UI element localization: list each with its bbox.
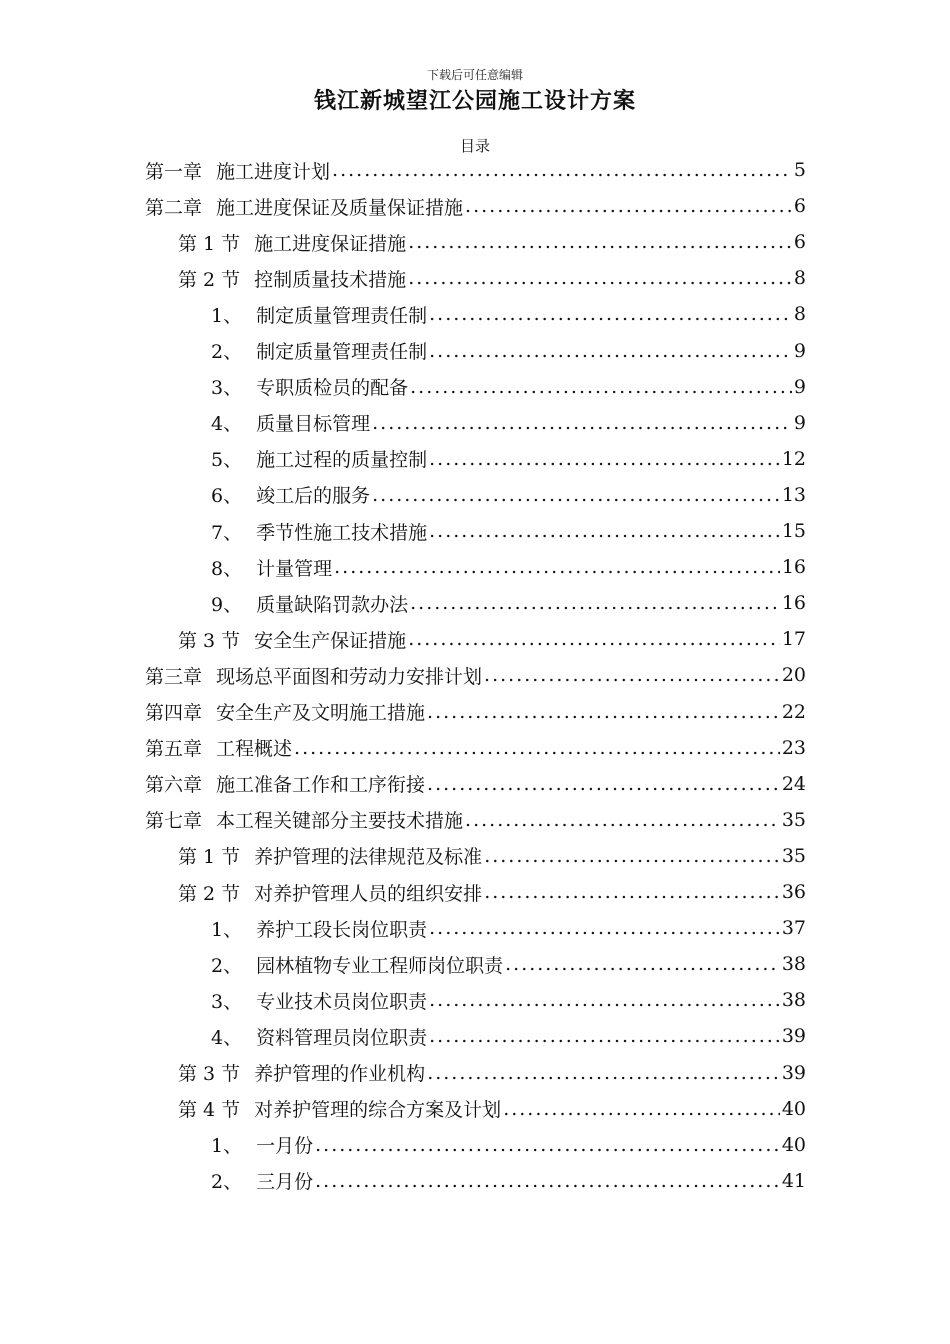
toc-dot-leader — [465, 809, 780, 831]
toc-entry-number: 第七章 — [145, 810, 203, 833]
toc-dot-leader — [429, 520, 780, 542]
toc-page-number: 5 — [793, 159, 806, 181]
toc-page-number: 6 — [793, 231, 806, 254]
toc-entry[interactable] — [211, 405, 806, 441]
toc-entry-title: 专业技术员岗位职责 — [256, 990, 428, 1013]
toc-dot-leader — [484, 664, 780, 686]
toc-dot-leader — [429, 303, 792, 325]
toc-entry-number: 3、 — [211, 377, 243, 400]
toc-page-number: 15 — [781, 520, 806, 542]
toc-entry-title: 质量目标管理 — [256, 413, 371, 436]
toc-entry[interactable] — [211, 369, 806, 405]
toc-entry-title: 制定质量管理责任制 — [256, 341, 428, 363]
toc-entry-number: 5、 — [211, 449, 243, 472]
toc-entry-number: 第二章 — [145, 196, 203, 219]
toc-dot-leader — [427, 1062, 780, 1084]
toc-entry-number: 2、 — [211, 341, 243, 363]
toc-page-number: 8 — [793, 267, 806, 290]
toc-page-number: 23 — [781, 736, 806, 759]
toc-entry[interactable] — [211, 982, 806, 1018]
toc-entry[interactable] — [178, 621, 806, 657]
toc-entry[interactable] — [211, 441, 806, 477]
toc-page-number: 9 — [793, 411, 806, 434]
toc-page-number: 38 — [781, 989, 806, 1012]
toc-page-number: 36 — [781, 881, 806, 903]
toc-dot-leader — [372, 484, 780, 506]
toc-entry-title: 工程概述 — [216, 738, 293, 761]
toc-entry-title: 专职质检员的配备 — [256, 377, 409, 400]
toc-entry-number: 8、 — [211, 557, 243, 580]
toc-entry-title: 计量管理 — [256, 557, 333, 580]
toc-entry-title: 施工进度保证及质量保证措施 — [216, 196, 464, 219]
toc-entry[interactable] — [211, 585, 806, 621]
toc-entry-number: 7、 — [211, 521, 243, 544]
toc-page-number: 6 — [793, 195, 806, 218]
toc-entry[interactable] — [211, 1163, 806, 1199]
toc-entry[interactable] — [145, 730, 806, 766]
toc-entry-title: 施工过程的质量控制 — [256, 449, 428, 472]
document-title: 钱江新城望江公园施工设计方案 — [313, 88, 636, 114]
toc-entry-title: 施工进度保证措施 — [254, 232, 407, 255]
toc-entry[interactable] — [211, 549, 806, 585]
toc-entry-title: 园林植物专业工程师岗位职责 — [256, 954, 504, 977]
toc-heading: 目录 — [459, 137, 490, 155]
toc-dot-leader — [503, 1098, 780, 1120]
toc-entry[interactable] — [211, 296, 806, 332]
toc-entry-number: 第 1 节 — [178, 232, 241, 255]
toc-page-number: 9 — [793, 339, 806, 362]
toc-dot-leader — [334, 556, 780, 578]
toc-entry-number: 1、 — [211, 304, 243, 327]
toc-entry[interactable] — [178, 838, 806, 874]
toc-entry-number: 第 3 节 — [178, 629, 241, 652]
toc-page-number: 16 — [781, 592, 806, 615]
toc-entry-title: 对养护管理的综合方案及计划 — [254, 1099, 502, 1122]
toc-entry[interactable] — [178, 1091, 806, 1127]
toc-dot-leader — [429, 917, 780, 939]
toc-entry-number: 1、 — [211, 918, 243, 941]
toc-entry-title: 养护工段长岗位职责 — [256, 918, 428, 941]
toc-page-number: 24 — [781, 772, 806, 795]
toc-entry-number: 第四章 — [145, 702, 203, 724]
toc-entry-title: 质量缺陷罚款办法 — [256, 593, 409, 616]
toc-entry-number: 6、 — [211, 485, 243, 508]
toc-entry-number: 第 1 节 — [178, 846, 241, 869]
toc-page-number: 13 — [781, 483, 806, 506]
toc-entry-number: 2、 — [211, 1171, 243, 1194]
toc-entry[interactable] — [145, 694, 806, 730]
toc-entry-number: 1、 — [211, 1135, 243, 1158]
toc-page-number: 37 — [781, 917, 806, 940]
toc-dot-leader — [427, 701, 780, 723]
toc-entry[interactable] — [178, 260, 806, 296]
toc-entry-number: 第 2 节 — [178, 268, 241, 291]
toc-entry[interactable] — [211, 477, 806, 513]
toc-dot-leader — [408, 628, 780, 650]
toc-entry-title: 养护管理的作业机构 — [254, 1063, 426, 1085]
toc-entry[interactable] — [145, 657, 806, 693]
toc-dot-leader — [427, 773, 780, 795]
toc-entry-title: 资料管理员岗位职责 — [256, 1026, 428, 1049]
toc-page-number: 12 — [781, 447, 806, 470]
toc-entry-title: 安全生产保证措施 — [254, 629, 407, 652]
toc-page-number: 17 — [781, 628, 806, 651]
toc-entry[interactable] — [145, 766, 806, 802]
toc-entry-number: 第 4 节 — [178, 1099, 241, 1122]
toc-entry[interactable] — [145, 152, 806, 188]
toc-page-number: 41 — [781, 1169, 806, 1192]
toc-entry-number: 3、 — [211, 990, 243, 1013]
toc-entry[interactable] — [211, 333, 806, 369]
toc-page-number: 22 — [781, 700, 806, 723]
toc-dot-leader — [410, 592, 780, 614]
toc-dot-leader — [505, 953, 780, 975]
toc-page-number: 39 — [781, 1061, 806, 1084]
toc-entry-number: 4、 — [211, 1026, 243, 1049]
toc-dot-leader — [484, 881, 780, 903]
toc-dot-leader — [408, 267, 792, 289]
toc-entry[interactable] — [211, 1127, 806, 1163]
download-watermark: 下载后可任意编辑 — [426, 68, 523, 82]
toc-entry-number: 第三章 — [145, 665, 203, 688]
toc-entry-number: 2、 — [211, 954, 243, 977]
toc-entry[interactable] — [145, 802, 806, 838]
toc-page-number: 38 — [781, 953, 806, 976]
toc-entry[interactable] — [178, 1055, 806, 1091]
toc-entry[interactable] — [211, 910, 806, 946]
toc-page-number: 8 — [793, 303, 806, 326]
toc-entry-title: 施工准备工作和工序衔接 — [216, 774, 426, 797]
toc-dot-leader — [429, 1025, 780, 1047]
toc-page-number: 9 — [793, 375, 806, 398]
toc-entry[interactable] — [211, 1018, 806, 1054]
toc-page-number: 35 — [781, 808, 806, 831]
toc-entry-title: 本工程关键部分主要技术措施 — [216, 810, 464, 833]
toc-entry[interactable] — [178, 874, 806, 910]
toc-page-number: 35 — [781, 844, 806, 867]
toc-entry-title: 施工进度计划 — [216, 160, 331, 183]
toc-entry[interactable] — [211, 513, 806, 549]
toc-page-number: 20 — [781, 664, 806, 687]
toc-dot-leader — [410, 376, 792, 398]
toc-entry-title: 安全生产及文明施工措施 — [216, 702, 426, 724]
toc-entry-title: 一月份 — [256, 1135, 314, 1158]
toc-entry-number: 9、 — [211, 593, 243, 616]
toc-dot-leader — [408, 231, 792, 253]
toc-dot-leader — [465, 195, 792, 217]
toc-page-number: 40 — [781, 1097, 806, 1120]
toc-entry-title: 现场总平面图和劳动力安排计划 — [216, 665, 483, 688]
toc-dot-leader — [429, 448, 780, 470]
toc-page-number: 16 — [781, 556, 806, 579]
toc-entry-title: 三月份 — [256, 1171, 314, 1194]
toc-dot-leader — [294, 737, 780, 759]
toc-dot-leader — [315, 1134, 780, 1156]
toc-dot-leader — [315, 1170, 780, 1192]
toc-dot-leader — [429, 989, 780, 1011]
toc-entry-number: 第 2 节 — [178, 882, 241, 905]
toc-entry[interactable] — [145, 188, 806, 224]
toc-entry-title: 对养护管理人员的组织安排 — [254, 882, 483, 905]
toc-dot-leader — [429, 340, 792, 362]
toc-dot-leader — [332, 159, 792, 181]
toc-entry-title: 制定质量管理责任制 — [256, 304, 428, 327]
toc-entry-number: 第五章 — [145, 738, 203, 761]
toc-entry-title: 养护管理的法律规范及标准 — [254, 846, 483, 869]
toc-entry-number: 第一章 — [145, 160, 203, 183]
toc-entry-title: 控制质量技术措施 — [254, 268, 407, 291]
toc-page-number: 39 — [781, 1025, 806, 1048]
toc-entry[interactable] — [178, 224, 806, 260]
toc-page-number: 40 — [781, 1133, 806, 1156]
toc-entry-number: 第 3 节 — [178, 1063, 241, 1085]
toc-entry-title: 季节性施工技术措施 — [256, 521, 428, 544]
toc-dot-leader — [372, 412, 792, 434]
toc-dot-leader — [484, 845, 780, 867]
toc-entry[interactable] — [211, 946, 806, 982]
toc-entry-title: 竣工后的服务 — [256, 485, 371, 508]
toc-entry-number: 4、 — [211, 413, 243, 436]
toc-entry-number: 第六章 — [145, 774, 203, 797]
